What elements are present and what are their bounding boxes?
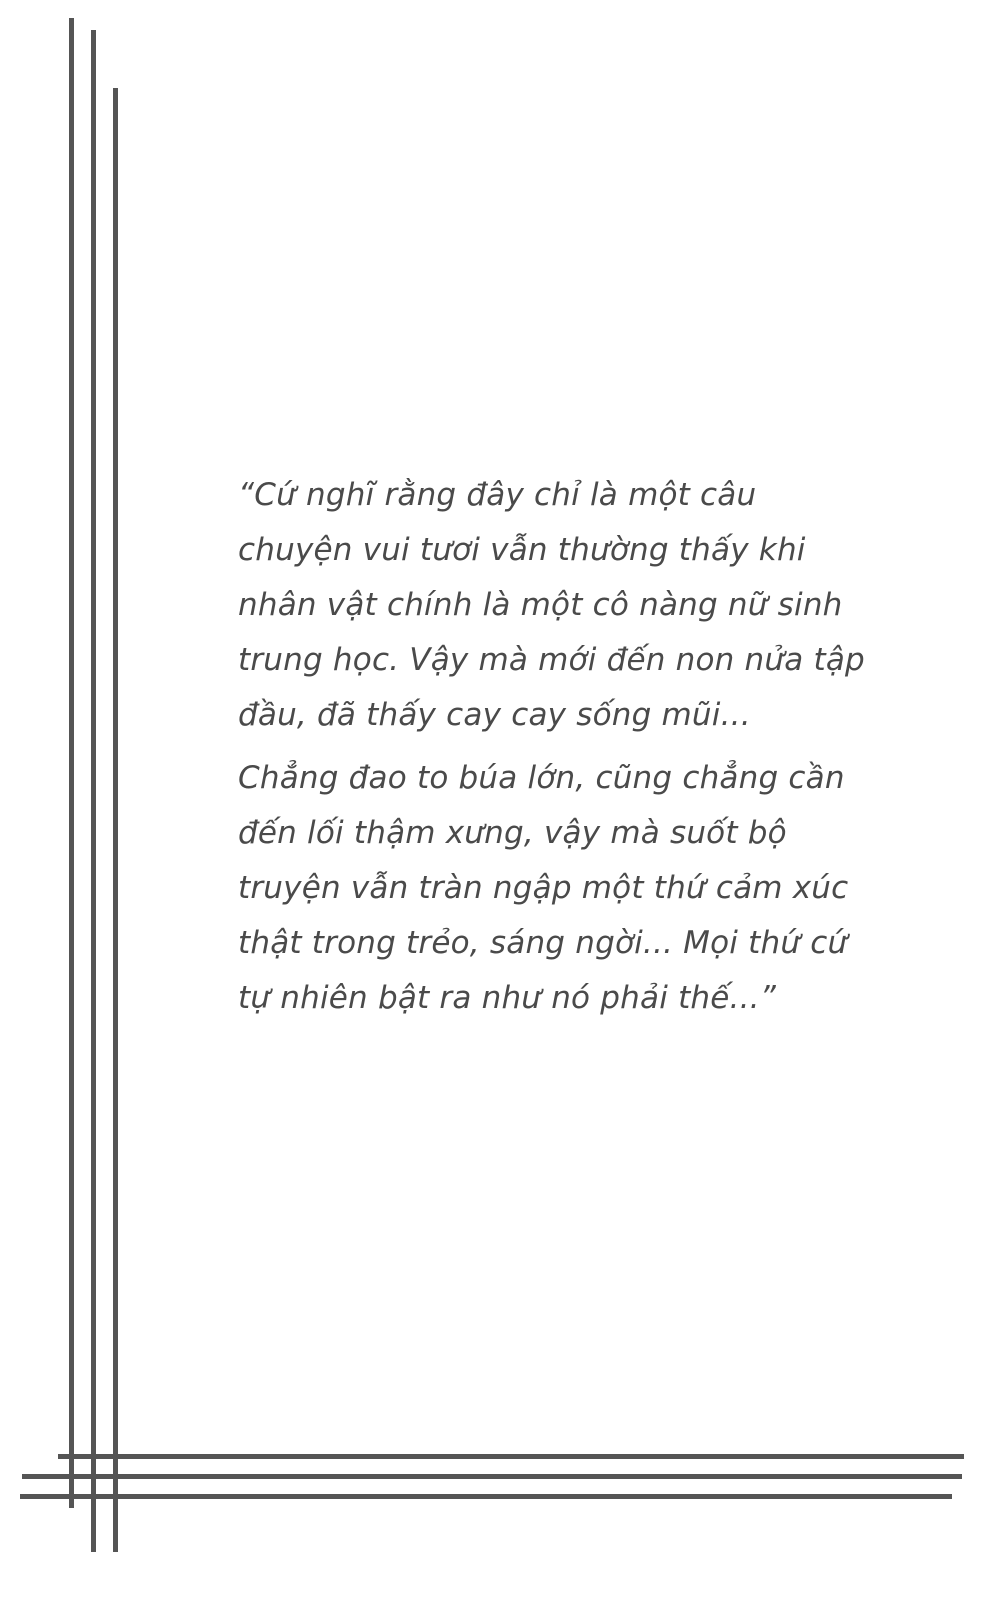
quote-paragraph-1 bbox=[238, 468, 865, 743]
frame-vertical-line-3 bbox=[113, 88, 118, 1552]
quote-line: đầu, đã thấy cay cay sống mũi... bbox=[238, 697, 751, 733]
quote-line: tự nhiên bật ra như nó phải thế...” bbox=[238, 980, 776, 1016]
quote-line: đến lối thậm xưng, vậy mà suốt bộ bbox=[238, 815, 787, 851]
quote-line: nhân vật chính là một cô nàng nữ sinh bbox=[238, 587, 843, 623]
review-quote bbox=[238, 468, 865, 1026]
frame-horizontal-line-2 bbox=[22, 1474, 962, 1479]
quote-line: “Cứ nghĩ rằng đây chỉ là một câu bbox=[238, 477, 757, 513]
frame-vertical-line-2 bbox=[91, 30, 96, 1552]
quote-line: trung học. Vậy mà mới đến non nửa tập bbox=[238, 642, 865, 678]
frame-vertical-line-1 bbox=[69, 18, 74, 1508]
quote-paragraph-2 bbox=[238, 751, 848, 1026]
quote-line: thật trong trẻo, sáng ngời... Mọi thứ cứ bbox=[238, 925, 848, 961]
frame-horizontal-line-3 bbox=[20, 1494, 952, 1499]
quote-line: chuyện vui tươi vẫn thường thấy khi bbox=[238, 532, 806, 568]
frame-horizontal-line-1 bbox=[58, 1454, 964, 1459]
quote-line: Chẳng đao to búa lớn, cũng chẳng cần bbox=[238, 760, 845, 796]
quote-line: truyện vẫn tràn ngập một thứ cảm xúc bbox=[238, 870, 849, 906]
